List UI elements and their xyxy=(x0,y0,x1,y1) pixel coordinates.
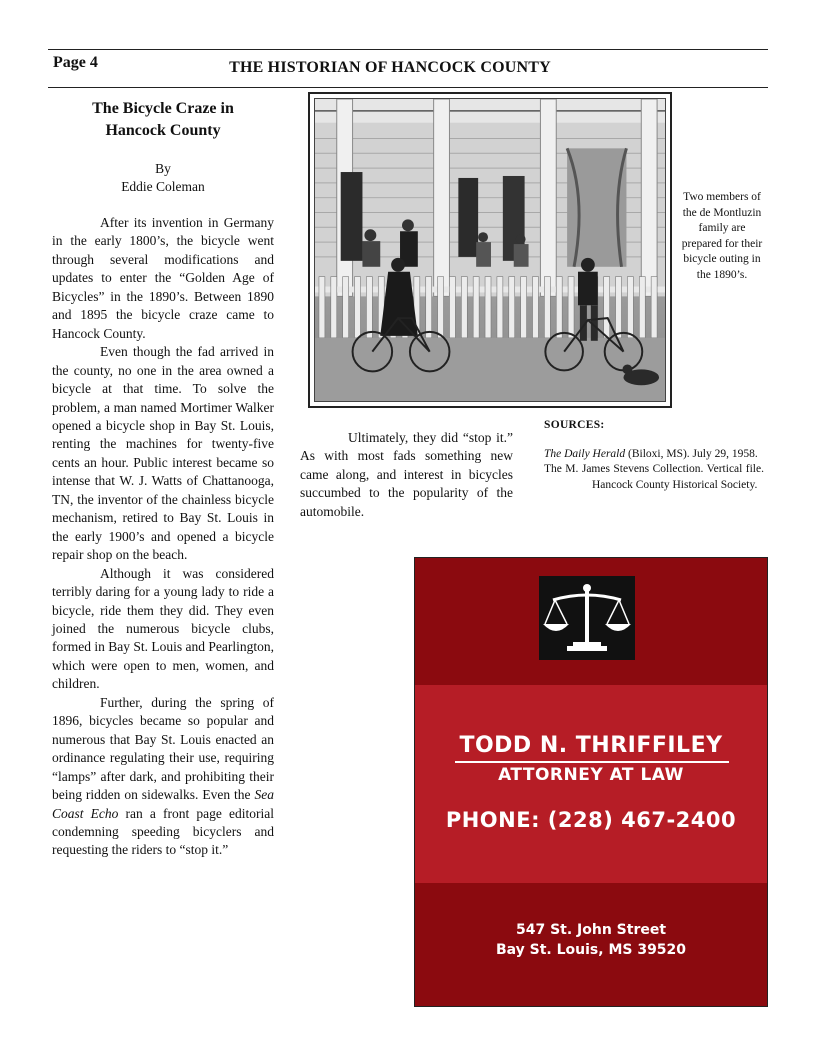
historic-photo xyxy=(308,92,672,408)
sources-section xyxy=(544,418,764,493)
header-rule xyxy=(48,87,768,88)
top-rule xyxy=(48,49,768,50)
source-entry: The Daily Herald (Biloxi, MS). July 29, 1958. xyxy=(544,447,758,460)
attorney-address: 547 St. John Street Bay St. Louis, MS 39520 xyxy=(495,922,687,958)
article-paragraph: Although it was considered terribly daring for a young lady to ride a bicycle, ride them they did. They even joined the numerous bicycle clubs, formed in Bay St. Louis and Pearlington, which were open to men, women, and children. xyxy=(52,565,274,692)
article-continuation xyxy=(300,429,513,521)
article-paragraph: Even though the fad arrived in the county, no one in the area owned a bicycle at that time. To solve the problem, a man named Mortimer Walker opened a bicycle shop in Bay St. Louis, renting the machines for twenty-five cents an hour. Public interest became so intense that W. J. Watts of Chattanooga, TN, the inventor of the chainless bicycle mechanism, retired to Bay St. Louis in the early 1900’s and opened a bicycle repair shop on the beach. xyxy=(52,344,274,563)
article-paragraph: Ultimately, they did “stop it.” As with most fads something new came along, and interest in bicycles succumbed to the popularity of the automobile. xyxy=(300,430,513,519)
attorney-title: ATTORNEY AT LAW xyxy=(498,765,684,785)
attorney-advertisement xyxy=(414,557,768,1007)
attorney-phone: PHONE: (228) 467-2400 xyxy=(445,808,737,832)
ad-divider xyxy=(455,761,729,763)
author-name: Eddie Coleman xyxy=(121,179,205,194)
source-entry: The M. James Stevens Collection. Vertical file. Hancock County Historical Society. xyxy=(544,463,764,491)
photo-caption: Two members of the de Montluzin family are prepared for their bicycle outing in the 1890’s. xyxy=(681,191,763,281)
sources-heading: SOURCES: xyxy=(544,419,605,431)
porch-bicycle-photo xyxy=(315,99,665,401)
newspaper-name: Sea Coast Echo xyxy=(52,787,274,821)
article-paragraph: After its invention in Germany in the early 1800’s, the bicycle went through several modifications and updates to enter the “Golden Age of Bicycles” in the 1890’s. Between 1890 and 1895 the bicycle craze came to Hancock County. xyxy=(52,215,274,341)
scales-of-justice-icon xyxy=(539,576,635,660)
article-title: The Bicycle Craze in Hancock County xyxy=(92,100,234,139)
attorney-name: TODD N. THRIFFILEY xyxy=(459,733,723,758)
article-paragraph: Further, during the spring of 1896, bicycles became so popular and numerous that Bay St. Louis enacted an ordinance regulating their use, requiring “lamps” after dark, and prohibiting their being ridden on sidewalks. Even the Sea Coast Echo ran a front page editorial condemning speeding bicyclers and requesting the riders to “stop it.” xyxy=(52,694,274,858)
photo-image xyxy=(314,98,666,402)
byline: By Eddie Coleman xyxy=(121,161,205,194)
page-number: Page 4 xyxy=(53,54,98,71)
article-body xyxy=(52,214,274,860)
article-column xyxy=(52,98,274,860)
masthead-title: THE HISTORIAN OF HANCOCK COUNTY xyxy=(229,59,551,76)
